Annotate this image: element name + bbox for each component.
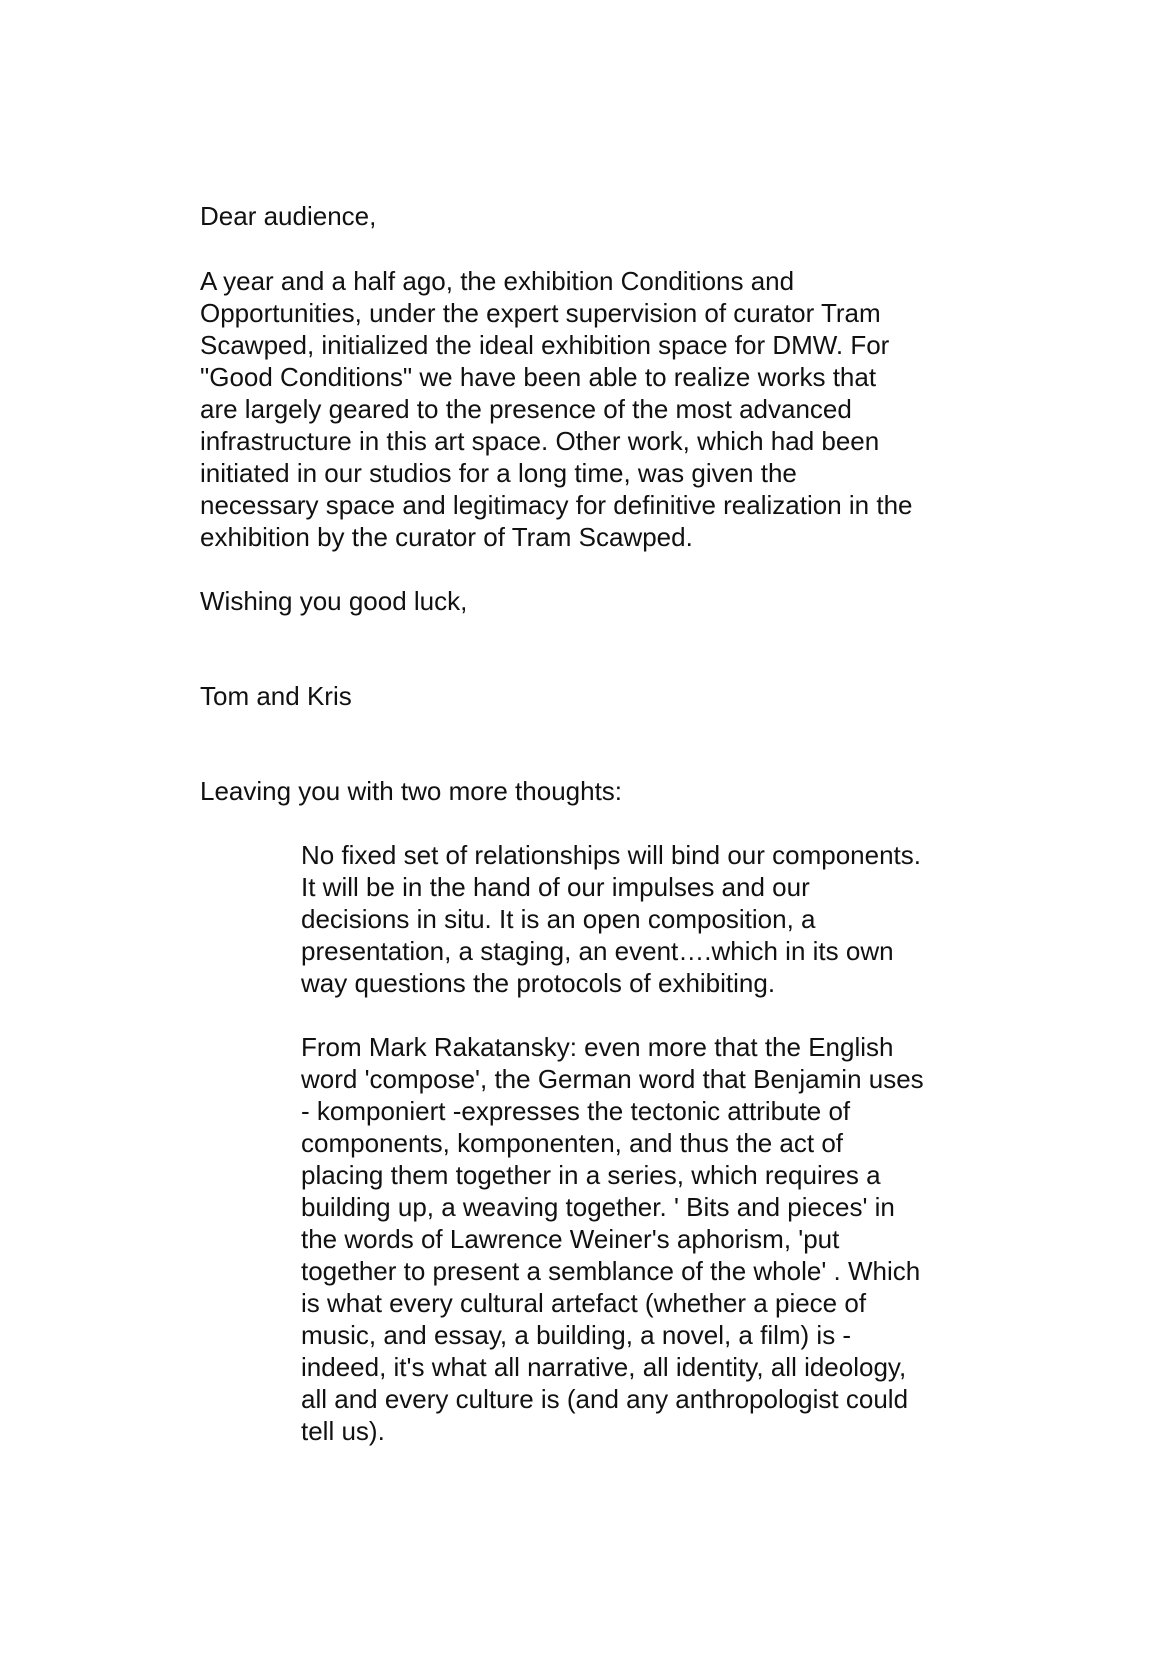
- intro-paragraph: A year and a half ago, the exhibition Conditions and Opportunities, under the expert supervision of curator Tram Scawped, initialized the ideal exhibition space for DMW. For "Good Conditions" we have been able to realize works that are largely geared to the presence of the most advanced infrastructure in this art space. Other work, which had been initiated in our studios for a long time, was given the necessary space and legitimacy for definitive realization in the exhibition by the curator of Tram Scawped.: [200, 266, 913, 552]
- thought-paragraph-2: From Mark Rakatansky: even more that the English word 'compose', the German word that Benjamin uses - komponiert -expresses the tectonic attribute of components, komponenten, and thus the act of placing them together in a series, which requires a building up, a weaving together. ' Bits and pieces' in the words of Lawrence Weiner's aphorism, 'put together to present a semblance of the whole' . Which is what every cultural artefact (whether a piece of music, and essay, a building, a novel, a film) is - indeed, it's what all narrative, all identity, all ideology, all and every culture is (and any anthropologist could tell us).: [301, 1032, 924, 1446]
- salutation: Dear audience,: [200, 201, 377, 231]
- signature: Tom and Kris: [200, 681, 352, 711]
- closing-line: Wishing you good luck,: [200, 586, 468, 616]
- thoughts-lead-line: Leaving you with two more thoughts:: [200, 776, 623, 806]
- thought-paragraph-1: No fixed set of relationships will bind our components. It will be in the hand of our impulses and our decisions in situ. It is an open composition, a presentation, a staging, an event….which in its own way questions the protocols of exhibiting.: [301, 840, 921, 998]
